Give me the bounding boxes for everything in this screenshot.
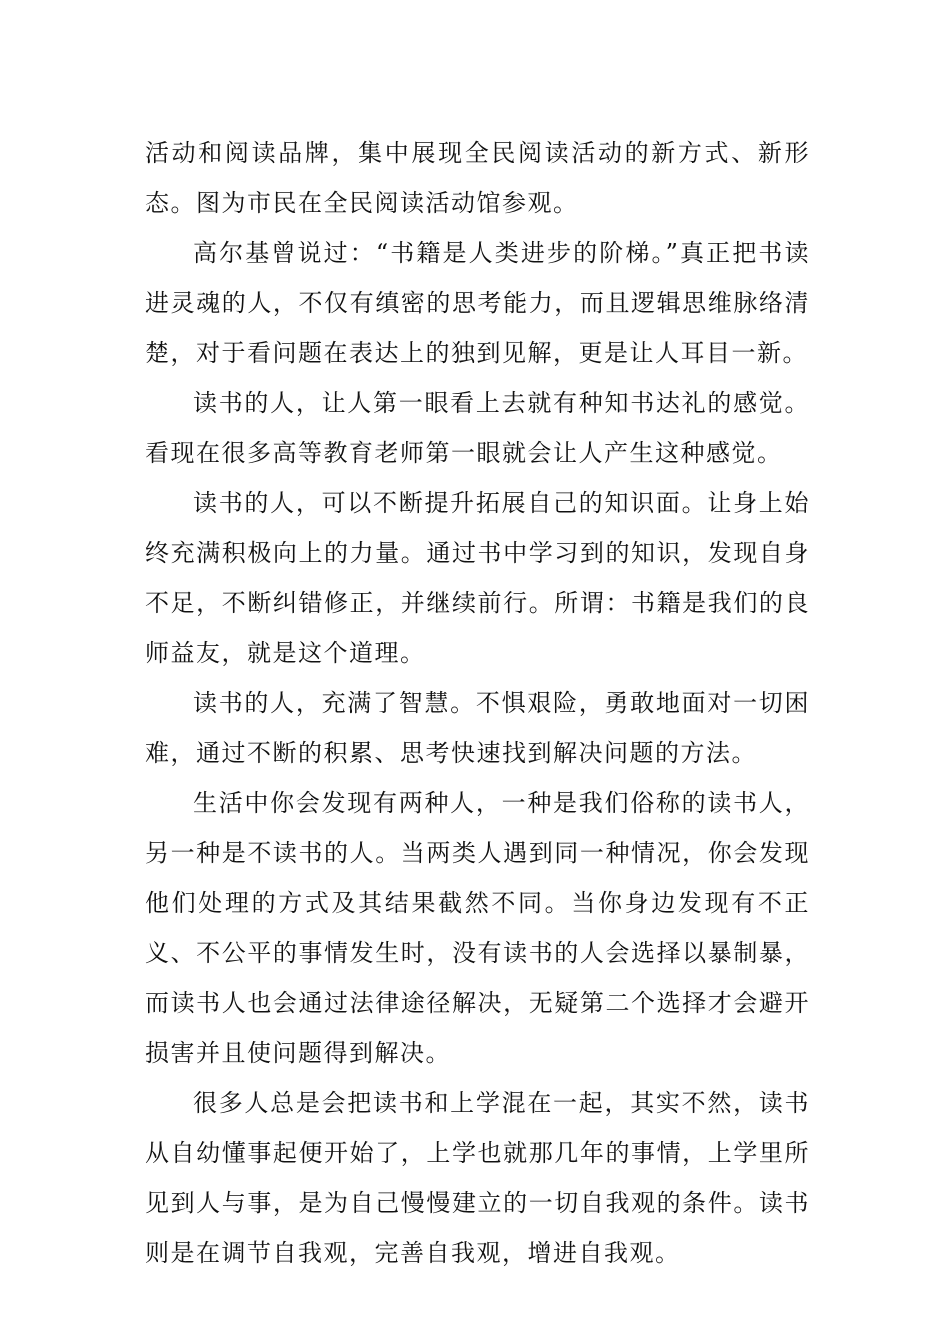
paragraph-5: 读书的人，充满了智慧。不惧艰险，勇敢地面对一切困难，通过不断的积累、思考快速找到解决问题的方法。 [145, 689, 810, 767]
document-body [145, 128, 810, 1278]
paragraph-1: 活动和阅读品牌，集中展现全民阅读活动的新方式、新形态。图为市民在全民阅读活动馆参观。 [145, 139, 810, 217]
paragraph-4: 读书的人，可以不断提升拓展自己的知识面。让身上始终充满积极向上的力量。通过书中学习到的知识，发现自身不足，不断纠错修正，并继续前行。所谓：书籍是我们的良师益友，就是这个道理。 [145, 489, 810, 667]
paragraph-3: 读书的人，让人第一眼看上去就有种知书达礼的感觉。看现在很多高等教育老师第一眼就会让人产生这种感觉。 [145, 389, 810, 467]
paragraph-6: 生活中你会发现有两种人，一种是我们俗称的读书人，另一种是不读书的人。当两类人遇到同一种情况，你会发现他们处理的方式及其结果截然不同。当你身边发现有不正义、不公平的事情发生时，没有读书的人会选择以暴制暴，而读书人也会通过法律途径解决，无疑第二个选择才会避开损害并且使问题得到解决。 [145, 789, 810, 1067]
paragraph-2: 高尔基曾说过：“书籍是人类进步的阶梯。”真正把书读进灵魂的人，不仅有缜密的思考能力，而且逻辑思维脉络清楚，对于看问题在表达上的独到见解，更是让人耳目一新。 [145, 239, 810, 367]
paragraph-7: 很多人总是会把读书和上学混在一起，其实不然，读书从自幼懂事起便开始了，上学也就那几年的事情，上学里所见到人与事，是为自己慢慢建立的一切自我观的条件。读书则是在调节自我观，完善自我观，增进自我观。 [145, 1089, 810, 1267]
